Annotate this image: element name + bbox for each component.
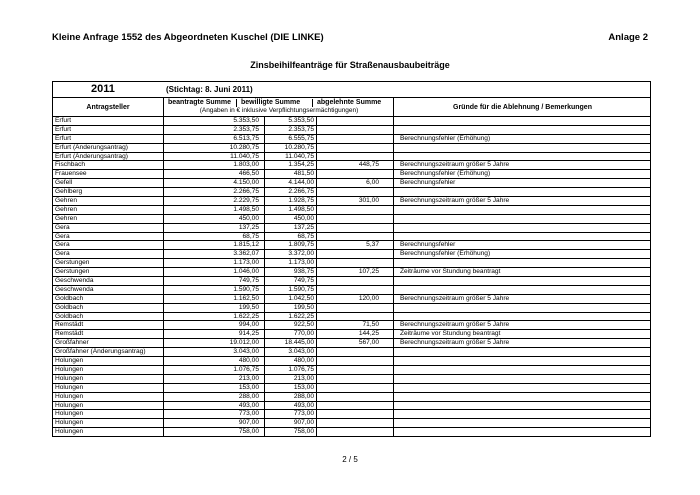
cell-abgelehnt [317,393,394,401]
cell-abgelehnt [317,206,394,214]
table-row [53,250,650,259]
cell-abgelehnt [317,375,394,383]
header-angaben: (Angaben in € inklusive Verpflichtungsermächtigungen) [199,107,359,114]
cell-beantragt: 1.590,75 [164,286,265,294]
cell-antragsteller: Gehren [53,197,164,205]
cell-abgelehnt [317,304,394,312]
cell-antragsteller: Holungen [53,366,164,374]
table-row [53,366,650,375]
cell-bewilligt: 773,00 [265,410,317,418]
cell-bemerkung [394,259,651,267]
table-row [53,277,650,286]
cell-bewilligt: 1.622,25 [265,313,317,321]
cell-beantragt: 11.040,75 [164,153,265,161]
cell-bemerkung [394,384,651,392]
cell-antragsteller: Holungen [53,384,164,392]
grants-table [52,81,651,437]
cell-beantragt: 1.046,00 [164,268,265,276]
table-row [53,144,650,153]
cell-antragsteller: Holungen [53,410,164,418]
cell-abgelehnt [317,259,394,267]
cell-bemerkung: Berechnungszeitraum größer 5 Jahre [400,161,510,169]
cell-beantragt: 994,00 [164,321,265,329]
cell-bewilligt: 1.076,75 [265,366,317,374]
table-row [53,179,650,188]
cell-bewilligt: 1.498,50 [265,206,317,214]
table-row [53,268,650,277]
cell-bewilligt: 749,75 [265,277,317,285]
cell-beantragt: 1.076,75 [164,366,265,374]
cell-bemerkung [394,313,651,321]
header-bewilligt: bewilligte Summe [241,99,301,106]
cell-beantragt: 450,00 [164,215,265,223]
cell-bemerkung [394,348,651,356]
cell-bemerkung [394,428,651,436]
cell-beantragt: 153,00 [164,384,265,392]
cell-bewilligt: 1.590,75 [265,286,317,294]
cell-abgelehnt [317,224,394,232]
cell-antragsteller: Großfahner [53,339,164,347]
cell-abgelehnt: 144,25 [317,330,394,338]
cell-bewilligt: 1.042,50 [265,295,317,303]
header-gruende: Gründe für die Ablehnung / Bemerkungen [453,103,592,111]
cell-antragsteller: Erfurt [53,126,164,134]
cell-bewilligt: 450,00 [265,215,317,223]
cell-beantragt: 749,75 [164,277,265,285]
table-row [53,428,650,436]
cell-abgelehnt [317,170,394,178]
table-row [53,348,650,357]
cell-bemerkung: Berechnungszeitraum größer 5 Jahre [400,321,510,329]
table-row [53,153,650,162]
cell-beantragt: 3.043,00 [164,348,265,356]
cell-bemerkung [394,357,651,365]
cell-abgelehnt [317,410,394,418]
cell-abgelehnt: 107,25 [317,268,394,276]
cell-bemerkung [394,375,651,383]
cell-beantragt: 288,00 [164,393,265,401]
cell-bewilligt: 199,50 [265,304,317,312]
cell-beantragt: 2.229,75 [164,197,265,205]
cell-bewilligt: 481,50 [265,170,317,178]
cell-bewilligt: 18.445,00 [265,339,317,347]
cell-abgelehnt [317,233,394,241]
cell-abgelehnt [317,348,394,356]
cell-beantragt: 493,00 [164,402,265,410]
table-row [53,259,650,268]
cell-bewilligt: 2.353,75 [265,126,317,134]
page-number: 2 / 5 [342,455,358,464]
cell-beantragt: 213,00 [164,375,265,383]
table-row [53,241,650,250]
cell-bemerkung [394,188,651,196]
table-row [53,384,650,393]
cell-beantragt: 199,50 [164,304,265,312]
cell-bewilligt: 1.173,00 [265,259,317,267]
cell-bemerkung [394,410,651,418]
document-header-title: Kleine Anfrage 1552 des Abgeordneten Kuschel (DIE LINKE) [52,32,324,43]
cell-antragsteller: Gera [53,250,164,258]
cell-abgelehnt: 71,50 [317,321,394,329]
table-header-row [53,98,650,117]
cell-beantragt: 907,00 [164,419,265,427]
cell-bemerkung [394,402,651,410]
cell-abgelehnt [317,117,394,125]
cell-bemerkung: Berechnungsfehler [400,179,456,187]
cell-bewilligt: 922,50 [265,321,317,329]
cell-beantragt: 1.498,50 [164,206,265,214]
cell-bemerkung: Zeiträume vor Stundung beantragt [400,330,501,338]
table-row [53,295,650,304]
cell-bewilligt: 758,00 [265,428,317,436]
header-separator [312,99,313,107]
table-row [53,224,650,233]
table-row [53,170,650,179]
cell-beantragt: 68,75 [164,233,265,241]
cell-bemerkung: Berechnungszeitraum größer 5 Jahre [400,197,510,205]
cell-bewilligt: 11.040,75 [265,153,317,161]
cell-antragsteller: Holungen [53,375,164,383]
cell-abgelehnt [317,135,394,143]
cell-abgelehnt [317,357,394,365]
cell-antragsteller: Gefell [53,179,164,187]
cell-bewilligt: 1.928,75 [265,197,317,205]
cell-bewilligt: 2.266,75 [265,188,317,196]
cell-beantragt: 2.353,75 [164,126,265,134]
cell-antragsteller: Gera [53,224,164,232]
table-row [53,339,650,348]
cell-antragsteller: Erfurt [53,117,164,125]
cell-bemerkung [394,286,651,294]
cell-bewilligt: 493,00 [265,402,317,410]
cell-bemerkung [394,215,651,223]
cell-bewilligt: 480,00 [265,357,317,365]
cell-bemerkung [394,153,651,161]
document-header-attachment: Anlage 2 [608,32,648,43]
table-row [53,375,650,384]
cell-abgelehnt [317,250,394,258]
cell-bewilligt: 4.144,00 [265,179,317,187]
cell-beantragt: 10.280,75 [164,144,265,152]
cell-beantragt: 3.362,07 [164,250,265,258]
cell-bewilligt: 770,00 [265,330,317,338]
cell-antragsteller: Goldbach [53,295,164,303]
header-amounts [164,98,394,116]
table-body [53,117,650,436]
cell-bemerkung [394,224,651,232]
table-row [53,215,650,224]
cell-beantragt: 137,25 [164,224,265,232]
cell-antragsteller: Geschwenda [53,286,164,294]
cell-abgelehnt: 5,37 [317,241,394,249]
table-year: 2011 [91,83,115,95]
cell-bemerkung [394,126,651,134]
header-antragsteller: Antragsteller [53,98,164,116]
cell-antragsteller: Gera [53,233,164,241]
table-row [53,321,650,330]
cell-bewilligt: 137,25 [265,224,317,232]
table-row [53,402,650,411]
cell-abgelehnt [317,428,394,436]
cell-antragsteller: Geschwenda [53,277,164,285]
cell-bemerkung [394,419,651,427]
cell-abgelehnt: 567,00 [317,339,394,347]
cell-antragsteller: Holungen [53,393,164,401]
cell-bemerkung [394,304,651,312]
cell-antragsteller: Erfurt (Änderungsantrag) [53,153,164,161]
table-row [53,313,650,322]
cell-bewilligt: 68,75 [265,233,317,241]
table-row [53,304,650,313]
cell-beantragt: 466,50 [164,170,265,178]
cell-abgelehnt [317,366,394,374]
cell-abgelehnt [317,286,394,294]
cell-antragsteller: Goldbach [53,313,164,321]
cell-beantragt: 1.803,00 [164,161,265,169]
cell-bemerkung: Berechnungszeitraum größer 5 Jahre [400,294,510,302]
cell-bemerkung: Berechnungszeitraum größer 5 Jahre [400,339,510,347]
cell-antragsteller: Gehlberg [53,188,164,196]
table-cutoff-date: (Stichtag: 8. Juni 2011) [166,85,253,94]
cell-antragsteller: Erfurt [53,135,164,143]
cell-antragsteller: Goldbach [53,304,164,312]
cell-antragsteller: Frauensee [53,170,164,178]
cell-beantragt: 758,00 [164,428,265,436]
cell-antragsteller: Gehren [53,215,164,223]
page-title: Zinsbeihilfeanträge für Straßenausbaubeiträge [250,60,450,70]
cell-bemerkung: Berechnungsfehler (Erhöhung) [400,170,491,178]
cell-abgelehnt [317,419,394,427]
cell-bewilligt: 10.280,75 [265,144,317,152]
cell-bewilligt: 288,00 [265,393,317,401]
header-beantragt: beantragte Summe [168,99,232,106]
cell-antragsteller: Erfurt (Änderungsantrag) [53,144,164,152]
cell-bemerkung [394,366,651,374]
cell-bewilligt: 6.555,75 [265,135,317,143]
cell-bemerkung [394,117,651,125]
cell-bewilligt: 5.353,50 [265,117,317,125]
header-abgelehnt: abgelehnte Summe [317,99,382,106]
cell-abgelehnt: 120,00 [317,295,394,303]
table-row [53,197,650,206]
cell-beantragt: 914,25 [164,330,265,338]
cell-antragsteller: Holungen [53,419,164,427]
cell-bemerkung: Berechnungsfehler [400,241,456,249]
table-row [53,126,650,135]
cell-abgelehnt [317,188,394,196]
cell-beantragt: 480,00 [164,357,265,365]
cell-antragsteller: Gehren [53,206,164,214]
cell-bemerkung [394,206,651,214]
cell-abgelehnt: 301,00 [317,197,394,205]
cell-antragsteller: Remstädt [53,330,164,338]
cell-antragsteller: Gera [53,241,164,249]
cell-bewilligt: 153,00 [265,384,317,392]
cell-beantragt: 1.162,50 [164,295,265,303]
cell-bemerkung [394,144,651,152]
cell-bewilligt: 3.372,00 [265,250,317,258]
cell-bemerkung: Berechnungsfehler (Erhöhung) [400,134,491,142]
table-row [53,286,650,295]
cell-bemerkung [394,233,651,241]
cell-bemerkung: Zeiträume vor Stundung beantragt [400,268,501,276]
table-row [53,161,650,170]
cell-beantragt: 1.622,25 [164,313,265,321]
table-row [53,135,650,144]
table-row [53,410,650,419]
cell-antragsteller: Holungen [53,357,164,365]
table-row [53,419,650,428]
cell-bewilligt: 213,00 [265,375,317,383]
cell-bewilligt: 907,00 [265,419,317,427]
cell-abgelehnt [317,313,394,321]
cell-bewilligt: 938,75 [265,268,317,276]
cell-bemerkung: Berechnungsfehler (Erhöhung) [400,250,491,258]
cell-antragsteller: Großfahner (Änderungsantrag) [53,348,164,356]
table-row [53,357,650,366]
cell-beantragt: 6.513,75 [164,135,265,143]
cell-abgelehnt [317,144,394,152]
cell-antragsteller: Remstädt [53,321,164,329]
cell-beantragt: 5.353,50 [164,117,265,125]
cell-antragsteller: Holungen [53,402,164,410]
cell-beantragt: 773,00 [164,410,265,418]
cell-antragsteller: Holungen [53,428,164,436]
table-row [53,117,650,126]
cell-abgelehnt: 448,75 [317,161,394,169]
header-separator [236,99,237,107]
cell-abgelehnt [317,277,394,285]
table-row [53,393,650,402]
cell-bemerkung [394,277,651,285]
cell-beantragt: 4.150,00 [164,179,265,187]
cell-bewilligt: 1.809,75 [265,241,317,249]
cell-bewilligt: 1.354,25 [265,161,317,169]
cell-bewilligt: 3.043,00 [265,348,317,356]
cell-beantragt: 1.815,12 [164,241,265,249]
cell-abgelehnt [317,384,394,392]
cell-abgelehnt: 6,00 [317,179,394,187]
table-row [53,188,650,197]
cell-antragsteller: Fischbach [53,161,164,169]
cell-beantragt: 1.173,00 [164,259,265,267]
table-row [53,206,650,215]
cell-beantragt: 2.266,75 [164,188,265,196]
cell-abgelehnt [317,402,394,410]
cell-antragsteller: Gerstungen [53,259,164,267]
cell-antragsteller: Gerstungen [53,268,164,276]
table-row [53,330,650,339]
cell-abgelehnt [317,215,394,223]
table-row [53,233,650,242]
cell-bemerkung [394,393,651,401]
table-year-row [53,82,650,98]
cell-abgelehnt [317,153,394,161]
cell-beantragt: 19.012,00 [164,339,265,347]
cell-abgelehnt [317,126,394,134]
